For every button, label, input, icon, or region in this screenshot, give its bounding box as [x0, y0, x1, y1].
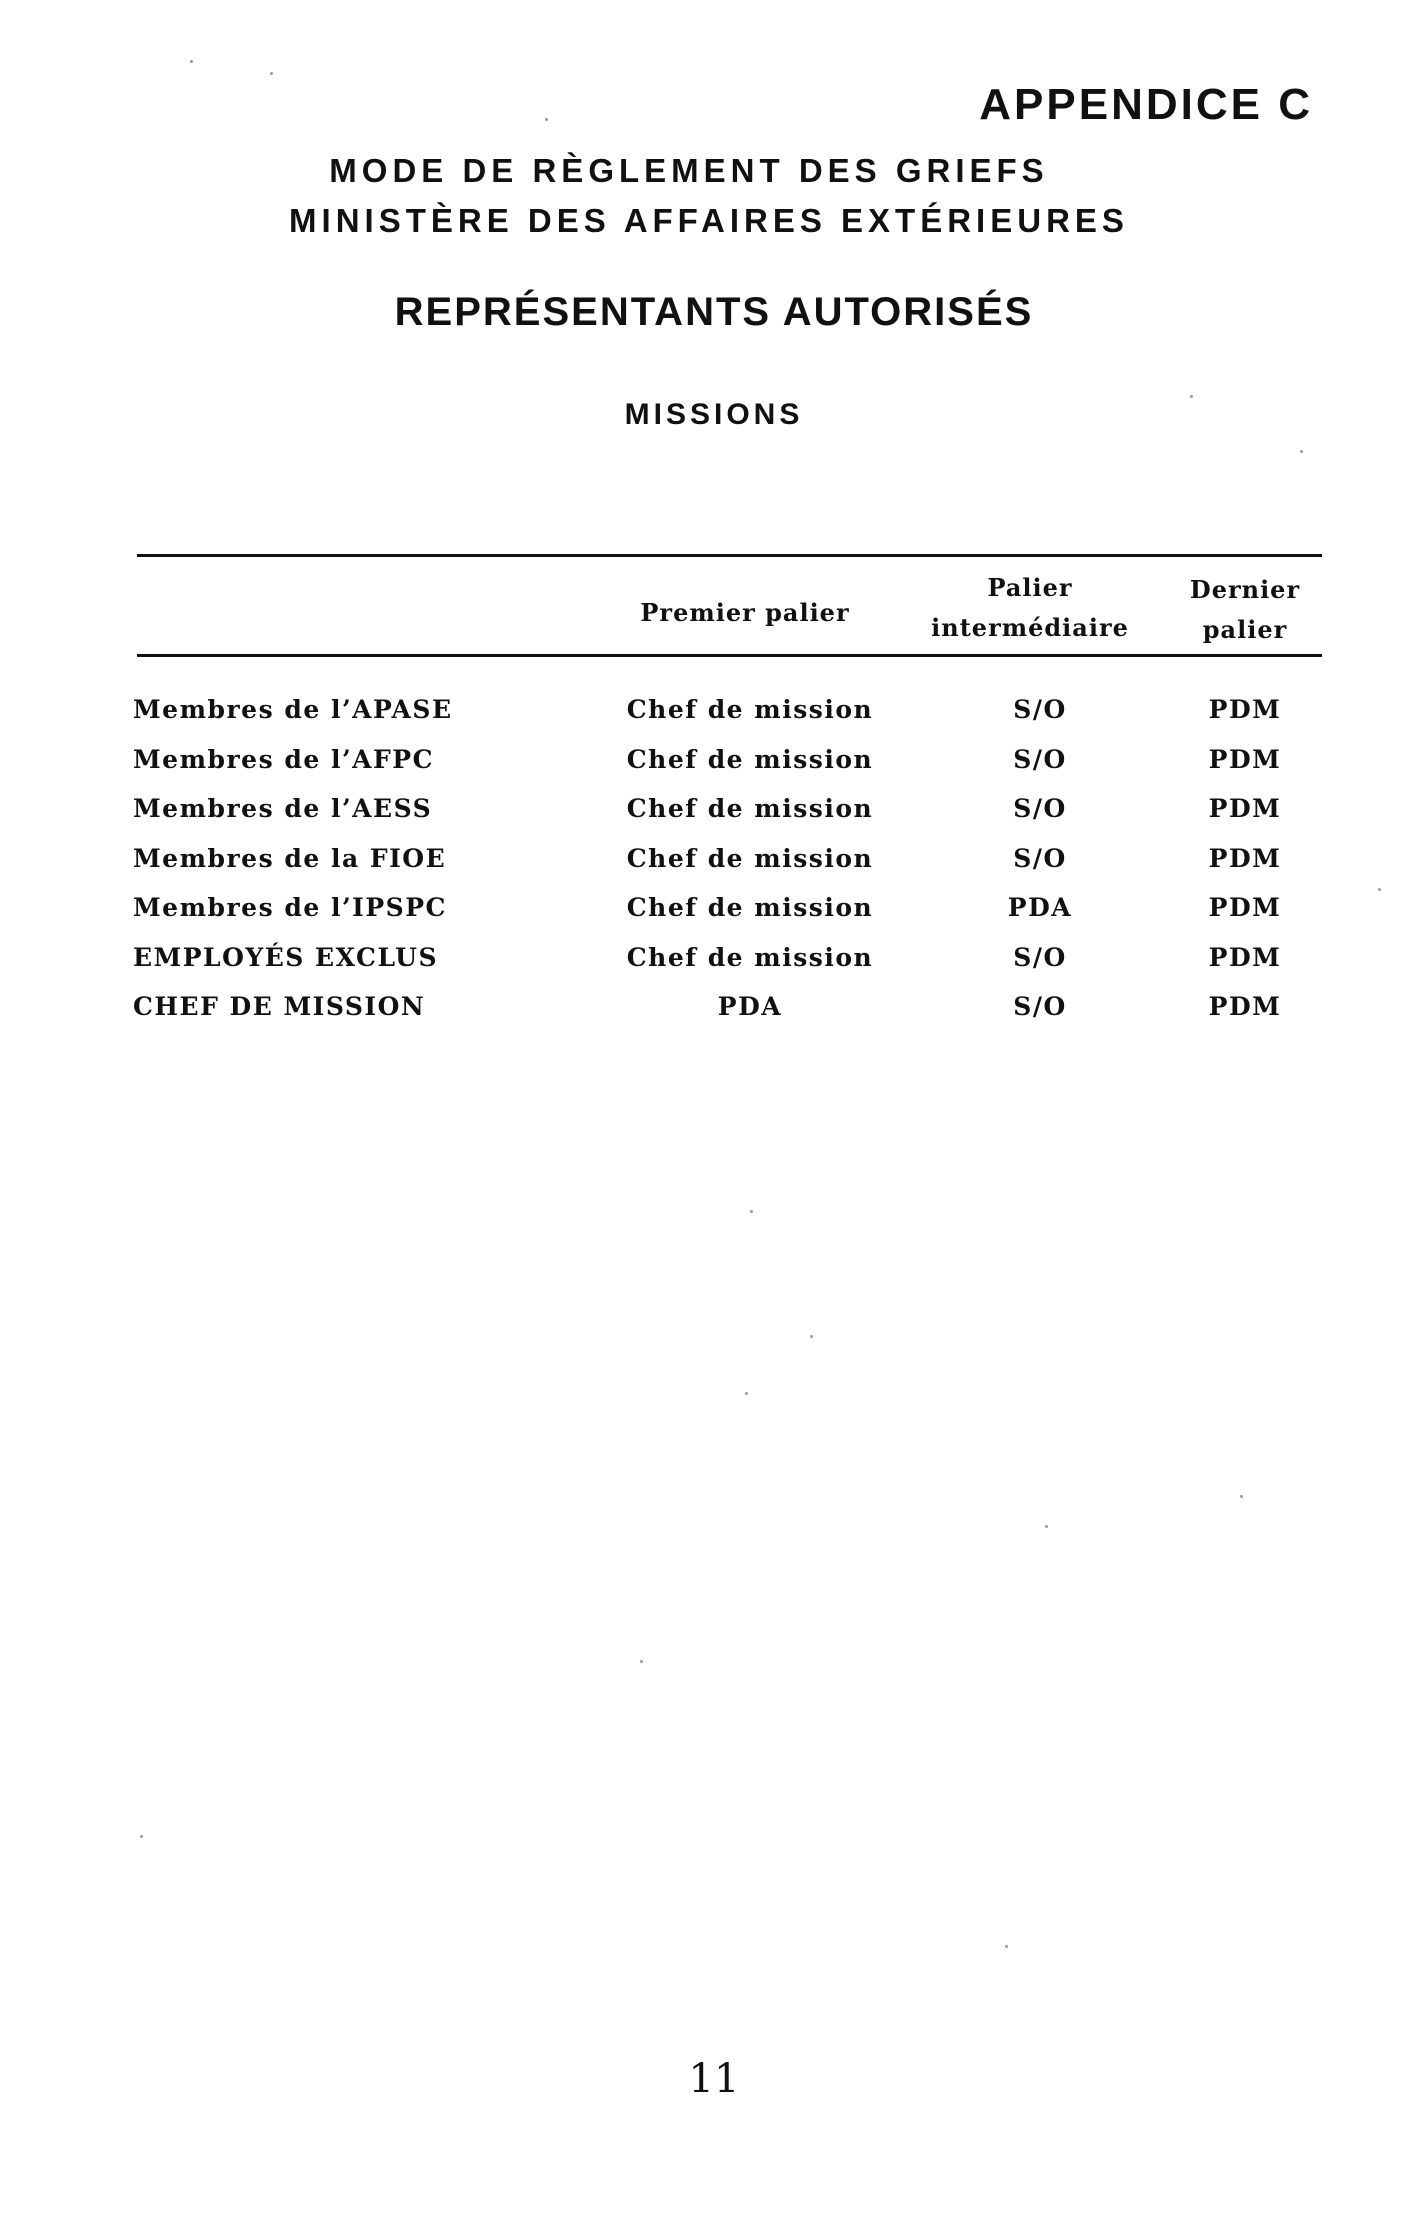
heading-line-2: MINISTÈRE DES AFFAIRES EXTÉRIEURES [289, 202, 1129, 239]
scan-speck [545, 118, 548, 121]
table-row [0, 690, 1428, 740]
group-cell: Membres de la FIOE [133, 843, 447, 873]
group-cell: Membres de l’AESS [133, 794, 433, 823]
first-level-cell: Chef de mission [626, 744, 874, 774]
final-level-cell: PDM [1208, 942, 1282, 972]
scan-speck [1378, 888, 1381, 891]
table-header-rule [137, 654, 1322, 657]
intermediate-level-cell: S/O [1013, 744, 1067, 774]
group-cell: Membres de l’AFPC [133, 744, 435, 774]
table-body [0, 690, 1428, 1037]
first-level-cell: Chef de mission [626, 942, 874, 972]
table-row [0, 987, 1428, 1037]
first-level-cell: Chef de mission [626, 695, 874, 724]
final-level-cell: PDM [1208, 744, 1282, 774]
table-row [0, 740, 1428, 790]
scan-speck [745, 1392, 748, 1395]
column-header-final-line1: Dernier [1189, 575, 1301, 604]
table-top-rule [137, 554, 1322, 557]
scan-speck [1005, 1945, 1008, 1948]
heading-line-1: MODE DE RÈGLEMENT DES GRIEFS [329, 152, 1049, 189]
scan-speck [1300, 450, 1303, 453]
scan-speck [640, 1660, 643, 1663]
intermediate-level-cell: S/O [1013, 695, 1067, 724]
final-level-cell: PDM [1208, 695, 1282, 724]
first-level-cell: Chef de mission [626, 794, 874, 823]
group-cell: Membres de l’IPSPC [133, 893, 447, 922]
table-row [0, 789, 1428, 839]
scan-speck [190, 60, 193, 63]
scan-speck [1045, 1525, 1048, 1528]
page-number: 11 [688, 2056, 740, 2102]
scan-speck [750, 1210, 753, 1213]
column-header-first-level [600, 593, 890, 633]
column-header-final-line2: palier [1202, 615, 1288, 644]
table-row [0, 888, 1428, 938]
final-level-cell: PDM [1208, 794, 1282, 823]
first-level-cell: PDA [717, 992, 783, 1021]
column-header-intermediate-level [905, 568, 1155, 648]
intermediate-level-cell: S/O [1013, 794, 1067, 823]
column-header-final-level [1155, 570, 1335, 650]
column-header-intermediate-line2: intermédiaire [931, 613, 1129, 642]
scan-speck [1240, 1495, 1243, 1498]
scan-speck [810, 1335, 813, 1338]
table-row [0, 938, 1428, 988]
intermediate-level-cell: S/O [1013, 843, 1067, 873]
group-cell: EMPLOYÉS EXCLUS [133, 942, 439, 972]
column-header-intermediate-line1: Palier [987, 573, 1073, 602]
scan-speck [140, 1835, 143, 1838]
page-subtitle: MISSIONS [624, 398, 804, 431]
scan-speck [270, 72, 273, 75]
final-level-cell: PDM [1208, 992, 1282, 1021]
table-row [0, 839, 1428, 889]
intermediate-level-cell: S/O [1013, 942, 1067, 972]
first-level-cell: Chef de mission [626, 843, 874, 873]
intermediate-level-cell: S/O [1013, 992, 1067, 1021]
group-cell: CHEF DE MISSION [133, 992, 426, 1021]
column-header-first-label: Premier palier [640, 598, 850, 627]
appendix-label: APPENDICE C [979, 80, 1313, 129]
group-cell: Membres de l’APASE [133, 695, 453, 724]
final-level-cell: PDM [1208, 893, 1282, 922]
page-title: REPRÉSENTANTS AUTORISÉS [394, 290, 1034, 334]
first-level-cell: Chef de mission [626, 893, 874, 922]
scan-speck [1190, 395, 1193, 398]
final-level-cell: PDM [1208, 843, 1282, 873]
intermediate-level-cell: PDA [1007, 893, 1073, 922]
